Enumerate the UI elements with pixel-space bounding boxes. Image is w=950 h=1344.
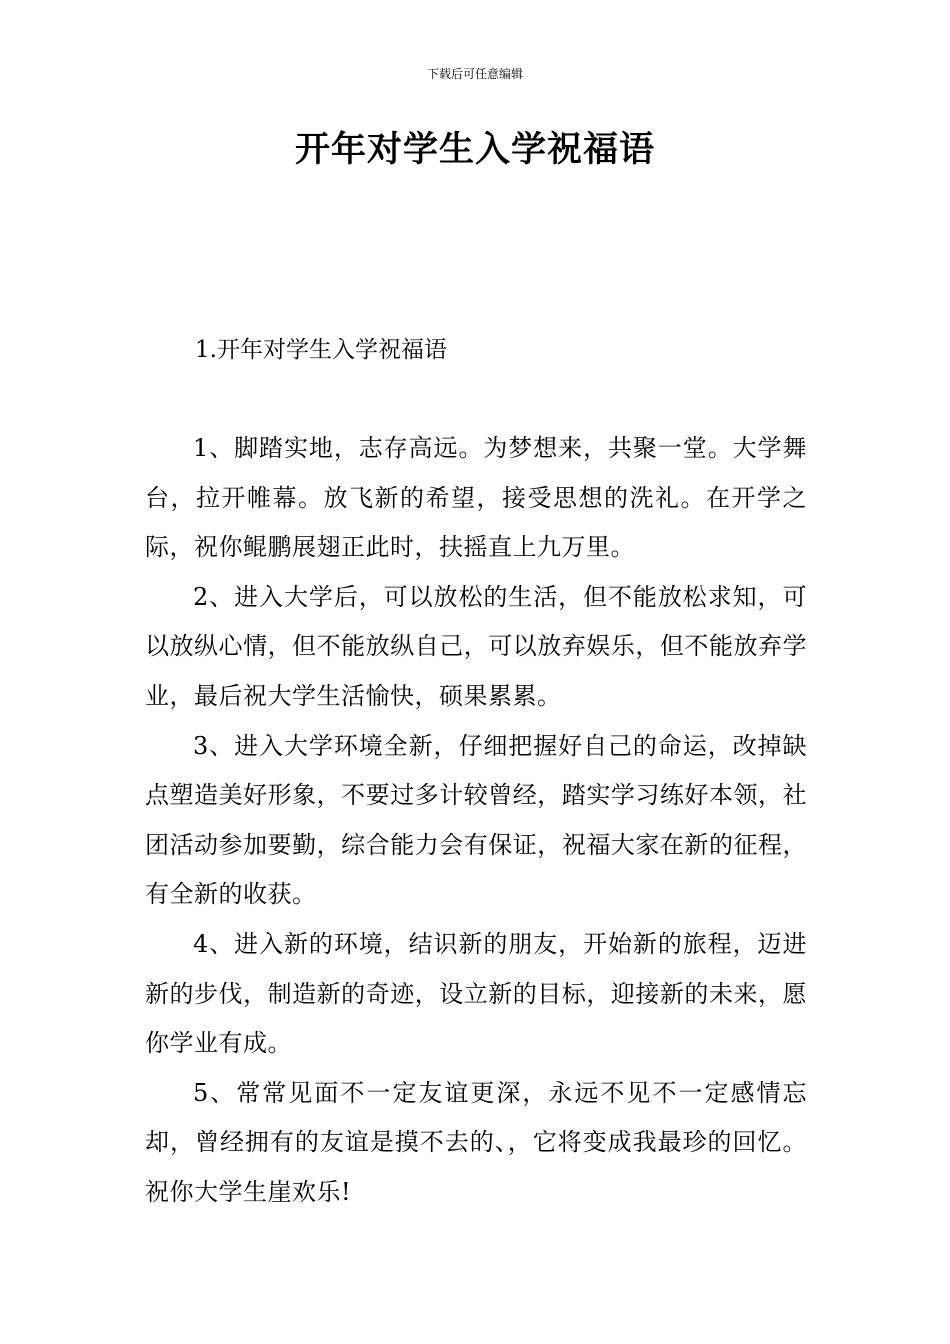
paragraph-4: 4、进入新的环境，结识新的朋友，开始新的旅程，迈进新的步伐，制造新的奇迹，设立新的目标，迎接新的未来，愿你学业有成。 [145, 929, 807, 1058]
paragraph-2: 2、进入大学后，可以放松的生活，但不能放松求知，可以放纵心情，但不能放纵自己，可以放弃娱乐，但不能放弃学业，最后祝大学生活愉快，硕果累累。 [145, 582, 807, 710]
paragraph-3: 3、进入大学环境全新，仔细把握好自己的命运，改掉缺点塑造美好形象，不要过多计较曾经，踏实学习练好本领，社团活动参加要勤，综合能力会有保证，祝福大家在新的征程，有全新的收获。 [145, 731, 807, 909]
paragraph-5: 5、常常见面不一定友谊更深，永远不见不一定感情忘却，曾经拥有的友谊是摸不去的、，它将变成我最珍的回忆。祝你大学生崖欢乐! [145, 1078, 807, 1206]
header-note: 下载后可任意编辑 [426, 67, 523, 81]
paragraph-1: 1、脚踏实地，志存高远。为梦想来，共聚一堂。大学舞台，拉开帷幕。放飞新的希望，接受思想的洗礼。在开学之际，祝你鲲鹏展翅正此时，扶摇直上九万里。 [145, 434, 807, 562]
document-title: 开年对学生入学祝福语 [294, 130, 655, 170]
document-body [145, 424, 807, 1218]
section-heading: 1.开年对学生入学祝福语 [195, 337, 447, 363]
